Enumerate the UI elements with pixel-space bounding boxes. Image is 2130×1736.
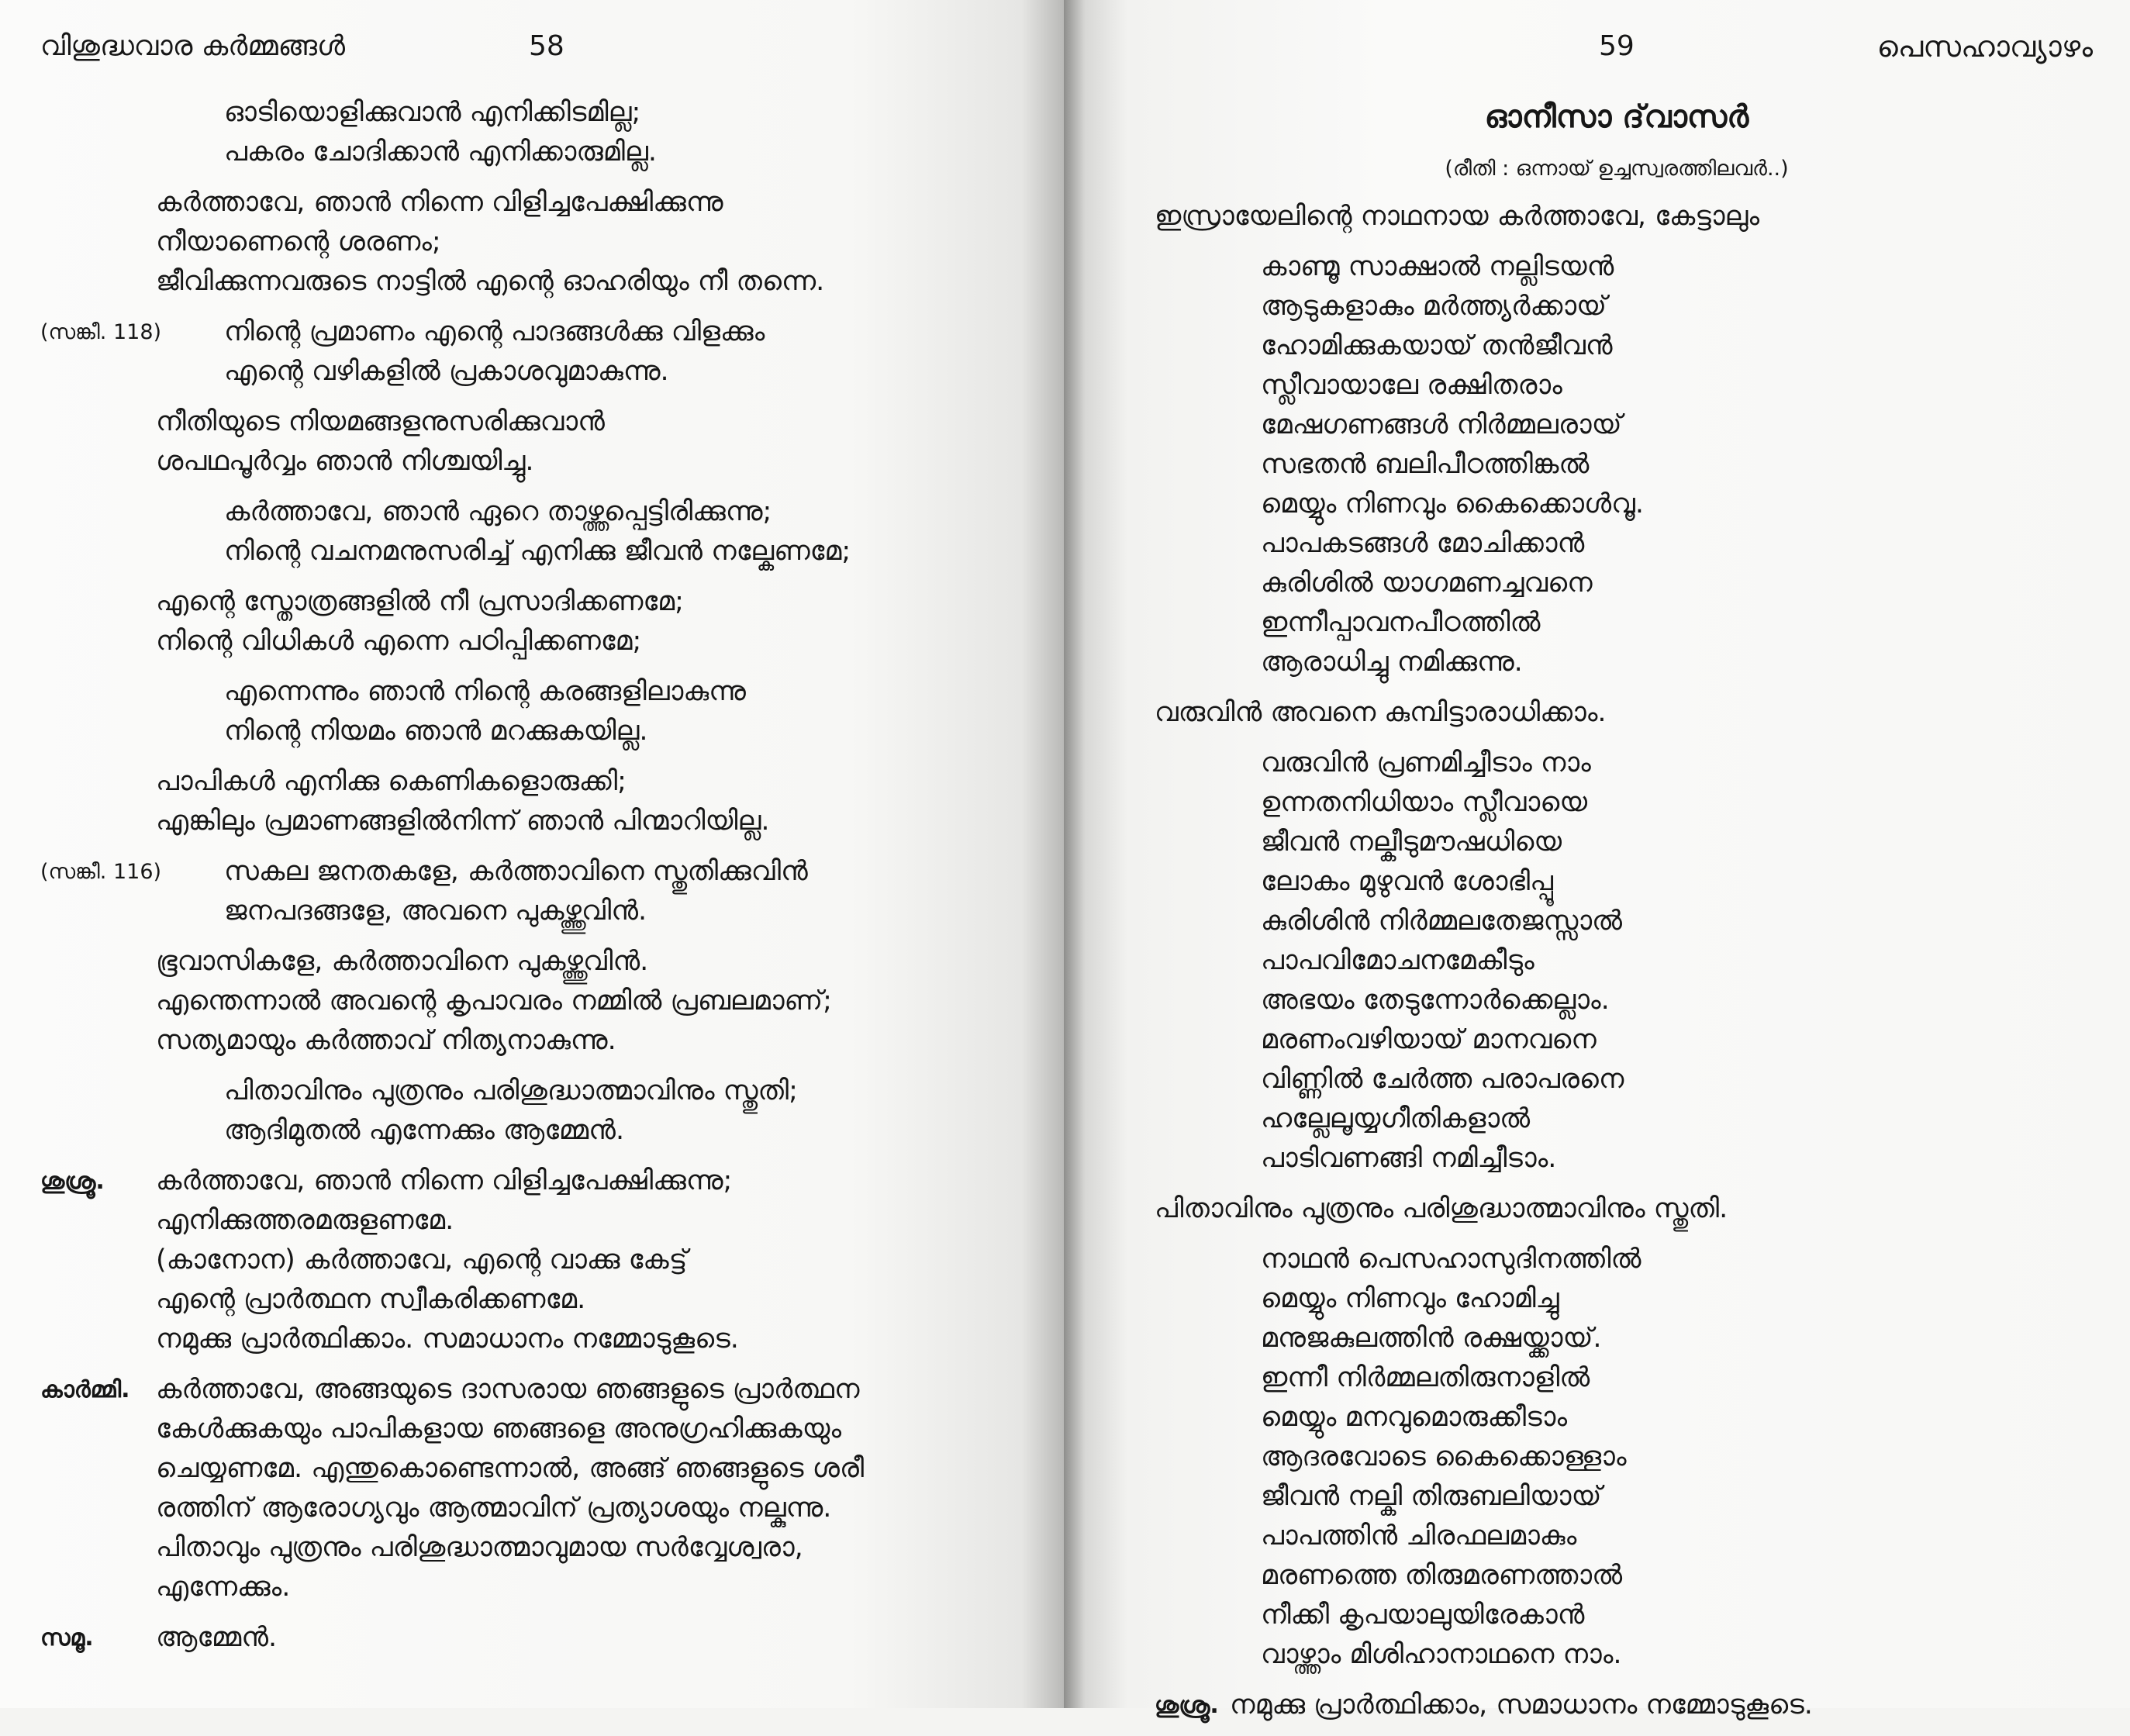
text-line: മനുജകുലത്തിൻ രക്ഷയ്ക്കായ്. [1261, 1323, 1602, 1354]
text-line: ശപഥപൂർവ്വം ഞാൻ നിശ്ചയിച്ചു. [156, 446, 534, 477]
text-line: അഭയം തേടുന്നോർക്കെല്ലാം. [1261, 985, 1610, 1016]
text-line: പിതാവിനും പുത്രനും പരിശുദ്ധാത്മാവിനും സ്തുതി. [1155, 1193, 1728, 1224]
text-line: പാപത്തിൻ ചിരഫലമാകും [1261, 1520, 1577, 1551]
stanza [1064, 744, 2130, 1179]
stanza [1064, 693, 2130, 733]
stanza [1064, 1189, 2130, 1229]
text-line: മെയ്യും മനവുമൊരുക്കീടാം [1261, 1402, 1568, 1433]
stanza [1064, 1240, 2130, 1675]
text-line: ഉന്നതനിധിയാം സ്ലീവായെ [1261, 787, 1588, 818]
stanza [0, 942, 1064, 1061]
stanza [0, 672, 1064, 751]
text-line: നിന്റെ വചനമനുസരിച്ച് എനിക്കു ജീവൻ നല്കേണമേ; [224, 536, 851, 567]
page-number: 58 [529, 30, 564, 62]
text-line: വരുവിൻ അവനെ കുമ്പിട്ടാരാധിക്കാം. [1155, 697, 1607, 728]
text-line: എന്നേക്കും. [156, 1572, 291, 1603]
text-line: ഹോമിക്കുകയായ് തൻജീവൻ [1261, 330, 1613, 361]
text-line: സഭതൻ ബലിപീഠത്തിങ്കൽ [1261, 449, 1590, 480]
text-line: എന്നെന്നും ഞാൻ നിന്റെ കരങ്ങളിലാകുന്നു [224, 676, 746, 707]
stanza [0, 582, 1064, 661]
stanza [0, 1161, 1064, 1359]
text-line: സ്ലീവായാലേ രക്ഷിതരാം [1261, 370, 1562, 401]
text-line: ഭൂവാസികളേ, കർത്താവിനെ പുകഴ്ത്തുവിൻ. [156, 946, 649, 977]
text-line: നമുക്കു പ്രാർത്ഥിക്കാം. സമാധാനം നമ്മോടുകൂടെ. [156, 1324, 739, 1355]
text-line: ജീവൻ നല്കീടുമൗഷധിയെ [1261, 827, 1562, 858]
text-line: വാഴ്ത്താം മിശിഹാനാഥനെ നാം. [1261, 1639, 1622, 1670]
text-line: കർത്താവേ, ഞാൻ ഏറെ താഴ്ത്തപ്പെട്ടിരിക്കുന്നു; [224, 496, 772, 527]
text-line: എന്റെ പ്രാർത്ഥന സ്വീകരിക്കണമേ. [156, 1284, 586, 1315]
text-line: നീതിയുടെ നിയമങ്ങളനുസരിക്കുവാൻ [156, 406, 605, 437]
text-line: കർത്താവേ, ഞാൻ നിന്നെ വിളിച്ചപേക്ഷിക്കുന്നു [156, 187, 723, 218]
text-line: (കാനോന) കർത്താവേ, എന്റെ വാക്കു കേട്ട് [156, 1244, 688, 1275]
text-line: നിന്റെ നിയമം ഞാൻ മറക്കുകയില്ല. [224, 716, 648, 747]
text-line: സകല ജനതകളേ, കർത്താവിനെ സ്തുതിക്കുവിൻ [224, 856, 808, 887]
text-line: ജീവൻ നല്കി തിരുബലിയായ് [1261, 1481, 1602, 1512]
text-line: മെയ്യും നിണവും ഹോമിച്ചു [1261, 1283, 1559, 1314]
text-line: എനിക്കുത്തരമരുളണമേ. [156, 1205, 454, 1236]
stanza [1064, 247, 2130, 682]
text-line: എന്തെന്നാൽ അവന്റെ കൃപാവരം നമ്മിൽ പ്രബലമാണ്; [156, 985, 832, 1016]
stanza [0, 852, 1064, 931]
stanza [1064, 197, 2130, 236]
text-line: നീക്കീ കൃപയാലുയിരേകാൻ [1261, 1600, 1585, 1631]
text-line: കർത്താവേ, അങ്ങയുടെ ദാസരായ ഞങ്ങളുടെ പ്രാർത്ഥന [156, 1374, 860, 1405]
text-line: ചെയ്യണമേ. എന്തുകൊണ്ടെന്നാൽ, അങ്ങ് ഞങ്ങളുടെ ശരീ [156, 1453, 865, 1484]
speaker-label: ശുശ്രൂ. [40, 1168, 105, 1195]
speaker-label: കാർമ്മി. [40, 1376, 130, 1403]
stanza [0, 492, 1064, 571]
text-line: ഹല്ലേലൂയ്യഗീതികളാൽ [1261, 1103, 1531, 1134]
text-line: വരുവിൻ പ്രണമിച്ചീടാം നാം [1261, 747, 1591, 778]
text-line: മേഷഗണങ്ങൾ നിർമ്മലരായ് [1261, 409, 1622, 440]
speaker-label: ശുശ്രൂ. [1155, 1692, 1219, 1719]
stanza [0, 1370, 1064, 1607]
text-line: പാപവിമോചനമേകീടും [1261, 945, 1534, 976]
stanza [0, 1618, 1064, 1658]
speaker-label: സമൂ. [40, 1624, 94, 1651]
speaker-label: (സങ്കീ. 116) [40, 860, 162, 884]
text-line: എന്റെ വഴികളിൽ പ്രകാശവുമാകുന്നു. [224, 356, 669, 387]
text-line: ഓടിയൊളിക്കുവാൻ എനിക്കിടമില്ല; [224, 97, 641, 128]
text-line: ആദിമുതൽ എന്നേക്കും ആമ്മേൻ. [224, 1115, 625, 1146]
text-line: ജീവിക്കുന്നവരുടെ നാട്ടിൽ എന്റെ ഓഹരിയും നീ തന്നെ. [156, 266, 825, 297]
text-line: പിതാവും പുത്രനും പരിശുദ്ധാത്മാവുമായ സർവ്വേശ്വരാ, [156, 1532, 803, 1563]
text-line: വിണ്ണിൽ ചേർത്ത പരാപരനെ [1261, 1064, 1624, 1095]
text-line: നിന്റെ വിധികൾ എന്നെ പഠിപ്പിക്കണമേ; [156, 626, 642, 657]
hymn-title: ഓനീസാ ദ്‌വാസർ [1484, 99, 1749, 135]
right-text-column [1064, 197, 2130, 1736]
text-line: പിതാവിനും പുത്രനും പരിശുദ്ധാത്മാവിനും സ്തുതി; [224, 1075, 798, 1106]
text-line: ലോകം മുഴുവൻ ശോഭിപ്പൂ [1261, 866, 1554, 897]
left-text-column [0, 93, 1064, 1669]
text-line: എങ്കിലും പ്രമാണങ്ങളിൽനിന്ന് ഞാൻ പിന്മാറിയില്ല. [156, 806, 770, 837]
text-line: ഇന്നീപ്പാവനപീഠത്തിൽ [1261, 607, 1541, 638]
page-number: 59 [1599, 30, 1635, 62]
text-line: നമുക്കു പ്രാർത്ഥിക്കാം, സമാധാനം നമ്മോടുകൂടെ. [1230, 1689, 1813, 1720]
stanza [1064, 1686, 2130, 1725]
text-line: ആരാധിച്ചു നമിക്കുന്നു. [1261, 647, 1523, 678]
running-header-title: പെസഹാവ്യാഴം [1876, 29, 2093, 64]
text-line: സത്യമായും കർത്താവ് നിത്യനാകുന്നു. [156, 1025, 616, 1056]
text-line: ഇന്നീ നിർമ്മലതിരുനാളിൽ [1261, 1362, 1590, 1393]
text-line: കുരിശിൻ നിർമ്മലതേജസ്സാൽ [1261, 906, 1623, 937]
text-line: മരണംവഴിയായ് മാനവനെ [1261, 1024, 1597, 1055]
text-line: കർത്താവേ, ഞാൻ നിന്നെ വിളിച്ചപേക്ഷിക്കുന്നു; [156, 1165, 733, 1196]
right-page [1064, 0, 2130, 1720]
text-line: ജനപദങ്ങളേ, അവനെ പുകഴ്ത്തുവിൻ. [224, 896, 647, 927]
stanza [0, 1072, 1064, 1151]
text-line: ആമ്മേൻ. [156, 1622, 278, 1653]
stanza [0, 312, 1064, 392]
left-page [0, 0, 1064, 1708]
text-line: മരണത്തെ തിരുമരണത്താൽ [1261, 1560, 1623, 1591]
text-line: കേൾക്കുകയും പാപികളായ ഞങ്ങളെ അനുഗ്രഹിക്കുകയും [156, 1413, 842, 1444]
text-line: മെയ്യും നിണവും കൈക്കൊൾവൂ. [1261, 488, 1645, 519]
text-line: ആദരവോടെ കൈക്കൊള്ളാം [1261, 1441, 1627, 1472]
text-line: കാണ്മൂ സാക്ഷാൽ നല്ലിടയൻ [1261, 251, 1614, 282]
text-line: നിന്റെ പ്രമാണം എന്റെ പാദങ്ങൾക്കു വിളക്കും [224, 316, 765, 347]
text-line: നീയാണെന്റെ ശരണം; [156, 226, 441, 257]
speaker-label: (സങ്കീ. 118) [40, 320, 162, 344]
stanza [0, 93, 1064, 172]
running-header-title: വിശുദ്ധവാര കർമ്മങ്ങൾ [40, 30, 346, 62]
text-line: ആടുകളാകും മർത്ത്യർക്കായ് [1261, 291, 1607, 322]
stanza [0, 402, 1064, 481]
text-line: കുരിശിൽ യാഗമണച്ചവനെ [1261, 568, 1593, 599]
stanza [0, 183, 1064, 302]
text-line: രത്തിന് ആരോഗ്യവും ആത്മാവിന് പ്രത്യാശയും നല്കുന്നു. [156, 1493, 832, 1524]
text-line: പാപികൾ എനിക്കു കെണികളൊരുക്കി; [156, 766, 627, 797]
hymn-tune-note: (രീതി : ഒന്നായ് ഉച്ചസ്വരത്തിലവർ..) [1445, 157, 1789, 181]
text-line: പകരം ചോദിക്കാൻ എനിക്കാരുമില്ല. [224, 136, 658, 167]
text-line: പാപകടങ്ങൾ മോചിക്കാൻ [1261, 528, 1585, 559]
stanza [0, 762, 1064, 841]
text-line: ഇസ്രായേലിന്റെ നാഥനായ കർത്താവേ, കേട്ടാലും [1155, 201, 1760, 232]
text-line: എന്റെ സ്തോത്രങ്ങളിൽ നീ പ്രസാദിക്കണമേ; [156, 586, 684, 617]
text-line: നാഥൻ പെസഹാസുദിനത്തിൽ [1261, 1244, 1642, 1275]
text-line: പാടിവണങ്ങി നമിച്ചീടാം. [1261, 1143, 1557, 1174]
